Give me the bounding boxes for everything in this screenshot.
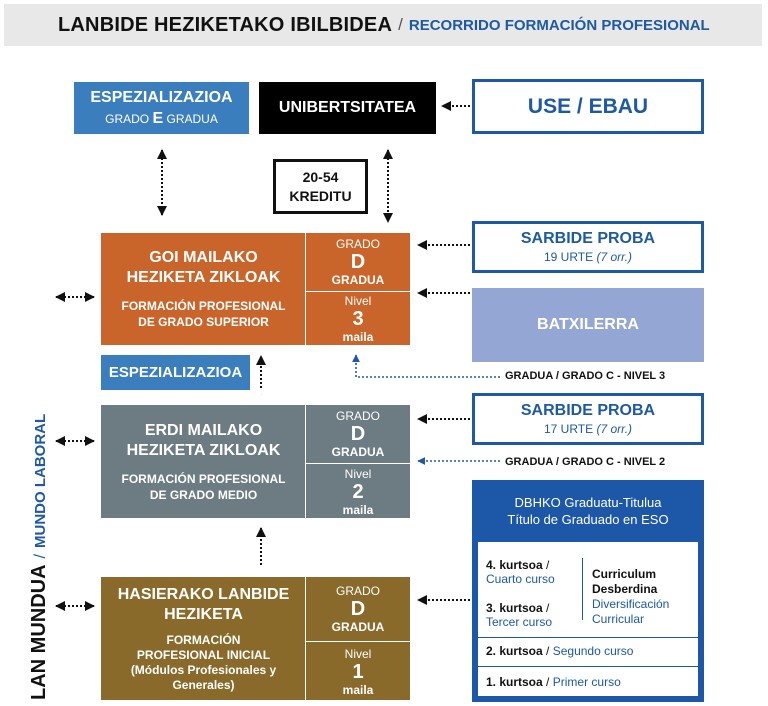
batxilerra-box[interactable]: BATXILERRA	[472, 288, 704, 362]
title-separator: /	[398, 15, 403, 34]
course-1: 1. kurtsoa / Primer curso	[486, 675, 621, 689]
erdi-grado: GRADO D GRADUA	[305, 405, 410, 463]
sarb2-sub: 17 URTE (7 orr.)	[543, 422, 633, 436]
goi-sub: FORMACIÓN PROFESIONAL DE GRADO SUPERIOR	[121, 299, 286, 329]
espez-top-sub: GRADO E GRADUA	[105, 109, 218, 127]
title-spanish: RECORRIDO FORMACIÓN PROFESIONAL	[408, 16, 710, 34]
course-4: 4. kurtsoa / Cuarto curso	[486, 558, 555, 586]
hasi-sub: FORMACIÓN PROFESIONAL INICIAL (Módulos Profesionales y Generales)	[130, 632, 277, 692]
hasi-title1: HASIERAKO LANBIDE	[117, 585, 290, 603]
espezializazioa-mid-box[interactable]: ESPEZIALIZAZIOA	[101, 355, 250, 390]
goi-grado: GRADO D GRADUA	[305, 233, 410, 291]
hasi-grado: GRADO D GRADUA	[305, 577, 410, 641]
sarb1-title: SARBIDE PROBA	[520, 230, 656, 247]
unibertsitatea-box[interactable]: UNIBERTSITATEA	[259, 82, 436, 134]
hasi-nivel: Nivel 1 maila	[305, 641, 410, 701]
dbhko-header: DBHKO Graduatu-Titulua Título de Graduado en ESO	[507, 495, 669, 527]
espez-top-title: ESPEZIALIZAZIOA	[90, 88, 233, 106]
side-label-text: LAN MUNDUA/MUNDO LABORAL	[28, 413, 50, 700]
kred-line2: KREDITU	[289, 187, 352, 204]
erdi-sub: FORMACIÓN PROFESIONAL DE GRADO MEDIO	[121, 471, 286, 502]
curriculum-desberdina: Curriculum Desberdina Diversificación Curricular	[592, 567, 670, 626]
erdi-nivel: Nivel 2 maila	[305, 463, 410, 519]
goi-title2: HEZIKETA ZIKLOAK	[126, 269, 281, 286]
arrow-gnote1-goi	[356, 355, 500, 377]
course-3: 3. kurtsoa / Tercer curso	[486, 601, 553, 629]
kred-line1: 20-54	[302, 168, 339, 185]
title-basque: LANBIDE HEZIKETAKO IBILBIDEA	[58, 13, 393, 36]
sarb2-title: SARBIDE PROBA	[520, 402, 656, 419]
hasi-title2: HEZIKETA	[164, 605, 243, 623]
sarb1-sub: 19 URTE (7 orr.)	[543, 250, 633, 264]
course-2: 2. kurtsoa / Segundo curso	[486, 644, 634, 658]
gradua-note-nivel3: GRADUA / GRADO C - NIVEL 3	[505, 370, 666, 382]
erdi-title1: ERDI MAILAKO	[144, 421, 263, 439]
use-ebau-box[interactable]: USE / EBAU	[472, 79, 704, 134]
gradua-note-nivel2: GRADUA / GRADO C - NIVEL 2	[505, 456, 666, 468]
goi-title1: GOI MAILAKO	[149, 249, 258, 266]
goi-nivel: Nivel 3 maila	[305, 291, 410, 346]
erdi-title2: HEZIKETA ZIKLOAK	[126, 441, 281, 459]
